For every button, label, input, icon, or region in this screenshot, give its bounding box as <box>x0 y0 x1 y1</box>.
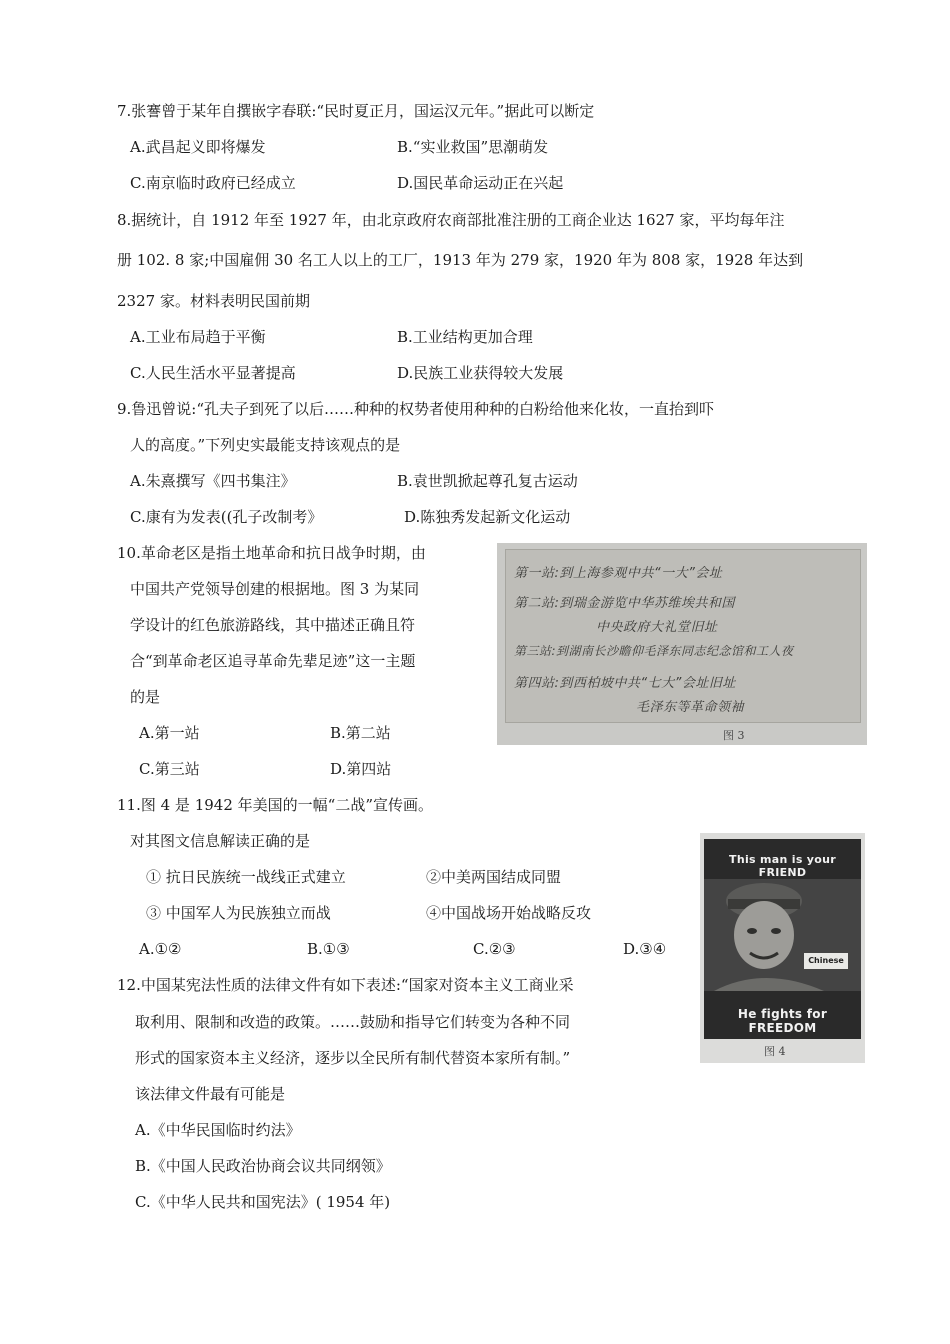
q12-stem-line4: 该法律文件最有可能是 <box>135 1085 286 1103</box>
q10-stem-line2: 中国共产党领导创建的根据地。图 3 为某同 <box>130 580 420 598</box>
handwritten-line-6: 毛泽东等革命领袖 <box>636 700 745 715</box>
q10-option-d: D.第四站 <box>330 760 392 778</box>
handwritten-line-3: 中央政府大礼堂旧址 <box>596 620 718 635</box>
handwritten-line-5: 第四站:到西柏坡中共“七大”会址旧址 <box>514 676 736 691</box>
q9-stem-line2: 人的高度。”下列史实最能支持该观点的是 <box>130 436 401 454</box>
q11-option-a: A.①② <box>139 940 182 958</box>
q11-stem-line2: 对其图文信息解读正确的是 <box>130 832 311 850</box>
q9-stem-line1: 9.鲁迅曾说:“孔夫子到死了以后……种种的权势者使用种种的白粉给他来化妆，一直抬到吓 <box>117 400 715 418</box>
q12-stem-line2: 取利用、限制和改造的政策。……鼓励和指导它们转变为各种不同 <box>135 1013 571 1031</box>
q10-option-c: C.第三站 <box>139 760 200 778</box>
q10-option-a: A.第一站 <box>139 724 200 742</box>
q8-option-b: B.工业结构更加合理 <box>397 328 533 346</box>
q10-stem-line3: 学设计的红色旅游路线，其中描述正确且符 <box>130 616 416 634</box>
handwritten-line-4: 第三站:到湖南长沙瞻仰毛泽东同志纪念馆和工人夜 <box>514 644 794 658</box>
poster-bottom-text: He fights for FREEDOM <box>737 1007 828 1035</box>
q9-option-a: A.朱熹撰写《四书集注》 <box>130 472 296 490</box>
q10-stem-line4: 合“到革命老区追寻革命先辈足迹”这一主题 <box>130 652 416 670</box>
q11-stem-line1: 11.图 4 是 1942 年美国的一幅“二战”宣传画。 <box>117 796 433 814</box>
figure-4-propaganda-poster <box>700 833 865 1063</box>
q8-option-c: C.人民生活水平显著提高 <box>130 364 296 382</box>
q7-option-b: B.“实业救国”思潮萌发 <box>397 138 549 156</box>
q8-option-d: D.民族工业获得较大发展 <box>397 364 564 382</box>
q11-option-b: B.①③ <box>307 940 350 958</box>
q12-stem-line1: 12.中国某宪法性质的法律文件有如下表述:“国家对资本主义工商业采 <box>117 976 574 994</box>
q9-option-c: C.康有为发表((孔子改制考》 <box>130 508 323 526</box>
q12-option-c: C.《中华人民共和国宪法》( 1954 年) <box>135 1193 391 1211</box>
q12-option-b: B.《中国人民政治协商会议共同纲领》 <box>135 1157 391 1175</box>
handwritten-line-1: 第一站:到上海参观中共“一大”会址 <box>514 566 723 581</box>
poster-image <box>704 839 861 1039</box>
q11-statement-4: ④中国战场开始战略反攻 <box>426 904 592 922</box>
poster-top-text: This man is your FRIEND <box>729 853 836 879</box>
handwritten-note-paper <box>505 549 861 723</box>
q9-option-d: D.陈独秀发起新文化运动 <box>404 508 571 526</box>
q12-stem-line3: 形式的国家资本主义经济，逐步以全民所有制代替资本家所有制。” <box>135 1049 571 1067</box>
q11-option-d: D.③④ <box>623 940 667 958</box>
q11-statement-2: ②中美两国结成同盟 <box>426 868 562 886</box>
q10-stem-line1: 10.革命老区是指土地革命和抗日战争时期，由 <box>117 544 426 562</box>
q8-stem-line2: 册 102. 8 家;中国雇佣 30 名工人以上的工厂，1913 年为 279 家，1920 年为 808 家，1928 年达到 <box>117 251 804 269</box>
q7-option-a: A.武昌起义即将爆发 <box>130 138 266 156</box>
q11-statement-1: ① 抗日民族统一战线正式建立 <box>146 868 346 886</box>
q10-stem-line5: 的是 <box>130 688 161 706</box>
handwritten-line-2: 第二站:到瑞金游览中华苏维埃共和国 <box>514 596 735 611</box>
q11-statement-3: ③ 中国军人为民族独立而战 <box>146 904 331 922</box>
q10-option-b: B.第二站 <box>330 724 391 742</box>
q8-stem-line3: 2327 家。材料表明民国前期 <box>117 292 310 310</box>
figure-4-caption: 图 4 <box>764 1045 786 1058</box>
q11-option-c: C.②③ <box>473 940 516 958</box>
q9-option-b: B.袁世凯掀起尊孔复古运动 <box>397 472 578 490</box>
q7-option-c: C.南京临时政府已经成立 <box>130 174 296 192</box>
figure-3-caption: 图 3 <box>723 729 745 742</box>
q12-option-a: A.《中华民国临时约法》 <box>135 1121 301 1139</box>
figure-3-handwritten-route <box>497 543 867 745</box>
q8-option-a: A.工业布局趋于平衡 <box>130 328 266 346</box>
poster-badge: Chinese <box>804 953 848 969</box>
q7-option-d: D.国民革命运动正在兴起 <box>397 174 564 192</box>
q8-stem-line1: 8.据统计，自 1912 年至 1927 年，由北京政府农商部批准注册的工商企业达 1627 家，平均每年注 <box>117 211 785 229</box>
q7-stem: 7.张謇曾于某年自撰嵌字春联:“民时夏正月，国运汉元年。”据此可以断定 <box>117 102 595 120</box>
